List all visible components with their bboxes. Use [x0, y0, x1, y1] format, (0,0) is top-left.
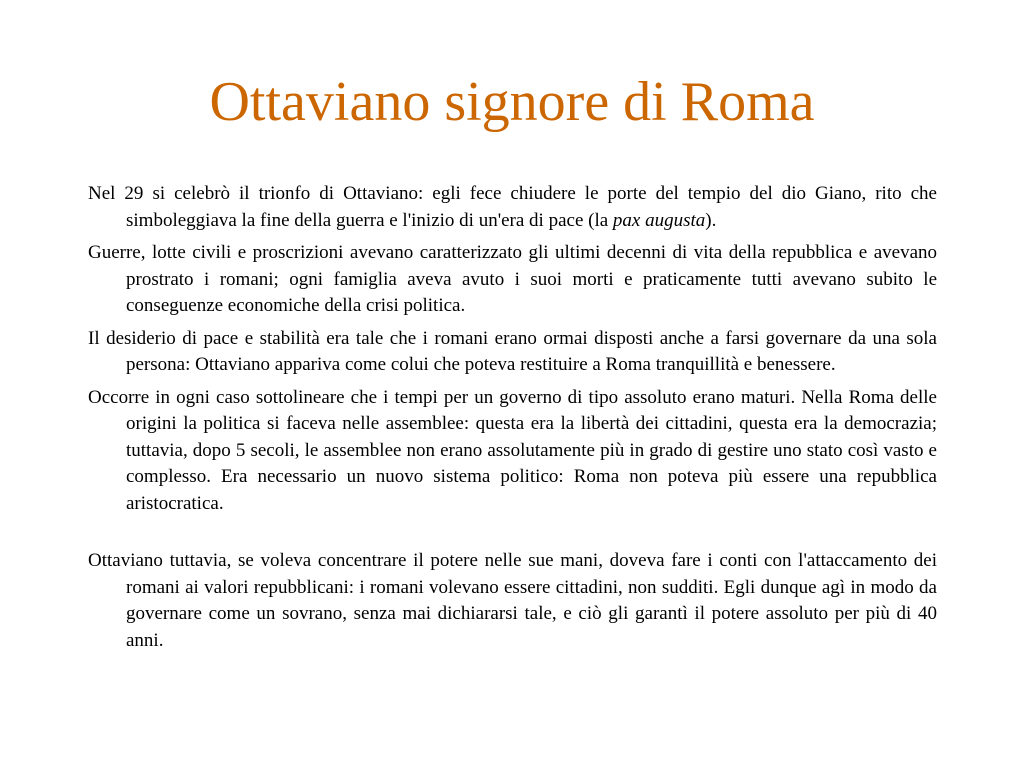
paragraph-5: Ottaviano tuttavia, se voleva concentrare il potere nelle sue mani, doveva fare i conti con l'attaccamento dei romani ai valori repubblicani: i romani volevano essere cittadini, non sudditi. Egli dunque agì in modo da governare come un sovrano, senza mai dichiararsi tale, e ciò gli garantì il potere assoluto per più di 40 anni.: [88, 550, 937, 651]
paragraph-1: [88, 181, 937, 234]
slide-body: [88, 181, 937, 660]
paragraph-1-text: Nel 29 si celebrò il trionfo di Ottaviano: egli fece chiudere le porte del tempio del dio Giano, rito che simboleggiava la fine della guerra e l'inizio di un'era di pace (la: [88, 183, 937, 231]
paragraph-3: Il desiderio di pace e stabilità era tale che i romani erano ormai disposti anche a farsi governare da una sola persona: Ottaviano appariva come colui che poteva restituire a Roma tranquillità e benessere.: [88, 327, 937, 375]
paragraph-1-emphasis: pax augusta: [612, 209, 706, 231]
paragraph-4: Occorre in ogni caso sottolineare che i tempi per un governo di tipo assoluto erano maturi. Nella Roma delle origini la politica si faceva nelle assemblee: questa era la libertà dei cittadini, questa era la democrazia; tuttavia, dopo 5 secoli, le assemblee non erano assolutamente più in grado di gestire uno stato così vasto e complesso. Era necessario un nuovo sistema politico: Roma non poteva più essere una repubblica aristocratica.: [88, 386, 937, 514]
paragraph-2: Guerre, lotte civili e proscrizioni avevano caratterizzato gli ultimi decenni di vita della repubblica e avevano prostrato i romani; ogni famiglia aveva avuto i suoi morti e praticamente tutti avevano subito le conseguenze economiche della crisi politica.: [88, 242, 937, 316]
slide-title: Ottaviano signore di Roma: [209, 71, 815, 133]
paragraph-1-text-end: ).: [705, 209, 717, 231]
